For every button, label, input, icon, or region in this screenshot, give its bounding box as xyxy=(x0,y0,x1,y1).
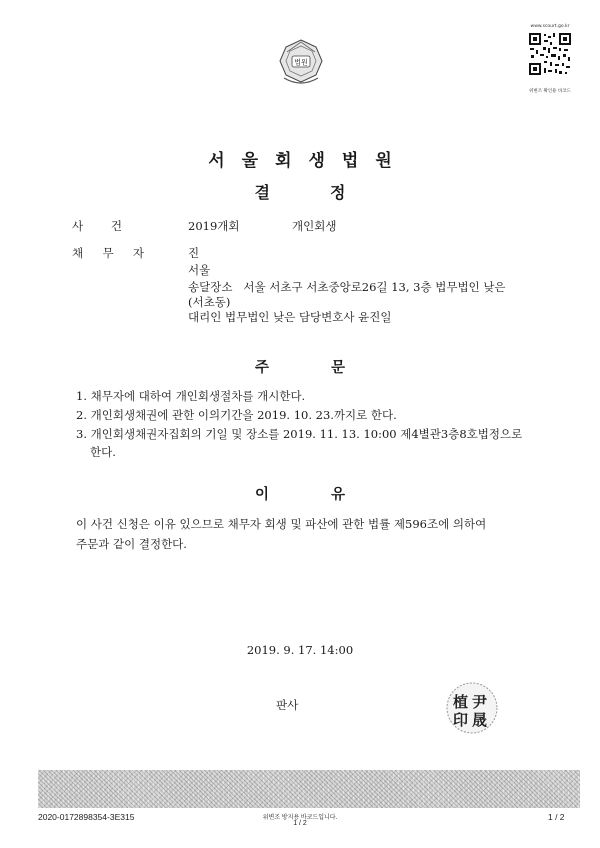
court-emblem-icon xyxy=(278,38,324,88)
judge-label: 판사 xyxy=(276,698,299,712)
qr-code-block xyxy=(520,24,580,94)
debtor-label-char: 자 xyxy=(132,246,144,260)
case-label xyxy=(72,218,152,234)
order-item: 1. 채무자에 대하여 개인회생절차를 개시한다. xyxy=(76,389,306,403)
case-label-char: 사 xyxy=(72,219,84,233)
svg-text:植: 植 xyxy=(453,693,469,711)
order-title-char: 문 xyxy=(331,359,346,376)
page-number: 1 / 2 xyxy=(548,812,565,822)
court-name: 서울회생법원 xyxy=(208,151,409,171)
qr-url: www.scourt.go.kr xyxy=(530,24,570,29)
reason-title-char: 유 xyxy=(331,486,346,503)
debtor-label xyxy=(72,245,144,261)
order-title xyxy=(0,356,600,377)
barcode-note: 위변조 방지용 바코드입니다. xyxy=(262,815,338,821)
service-address-cont: (서초동) xyxy=(188,295,231,309)
reason-line: 주문과 같이 결정한다. xyxy=(76,537,187,551)
anti-forgery-barcode xyxy=(38,770,580,808)
document-id: 2020-0172898354-3E315 xyxy=(38,812,135,822)
svg-text:印: 印 xyxy=(453,711,469,729)
order-item-cont: 한다. xyxy=(90,445,116,459)
reason-title-char: 이 xyxy=(254,486,269,503)
decision-date: 2019. 9. 17. 14:00 xyxy=(246,643,354,657)
center-page-number: 1 / 2 xyxy=(293,820,307,827)
case-number: 2019개회 xyxy=(188,219,240,233)
qr-code-icon xyxy=(528,32,572,76)
svg-text:晟: 晟 xyxy=(472,711,488,729)
decision-char: 정 xyxy=(330,183,346,202)
service-address: 송달장소 서울 서초구 서초중앙로26길 13, 3층 법무법인 낮은 xyxy=(188,280,506,294)
debtor-agent: 대리인 법무법인 낮은 담당변호사 윤진일 xyxy=(188,310,392,324)
reason-title xyxy=(0,483,600,504)
emblem-label: 법원 xyxy=(294,58,308,67)
debtor-name: 진 xyxy=(188,246,200,260)
reason-line: 이 사건 신청은 이유 있으므로 채무자 회생 및 파산에 관한 법률 제596조에 의하여 xyxy=(76,517,487,531)
svg-text:尹: 尹 xyxy=(472,693,488,711)
decision-title xyxy=(0,180,600,203)
qr-caption: 위변조 확인용 바코드 xyxy=(529,89,571,94)
debtor-label-char: 무 xyxy=(102,246,114,260)
order-item: 3. 개인회생채권자집회의 기일 및 장소를 2019. 11. 13. 10:00 제4별관3층8호법정으로 xyxy=(76,427,523,441)
debtor-address: 서울 xyxy=(188,263,211,277)
debtor-label-char: 채 xyxy=(72,246,84,260)
case-label-char: 건 xyxy=(110,219,122,233)
order-item: 2. 개인회생채권에 관한 이의기간을 2019. 10. 23.까지로 한다. xyxy=(76,408,397,422)
judge-seal-icon xyxy=(444,680,500,736)
decision-char: 결 xyxy=(254,183,270,202)
case-type: 개인회생 xyxy=(292,219,337,233)
order-title-char: 주 xyxy=(254,359,269,376)
